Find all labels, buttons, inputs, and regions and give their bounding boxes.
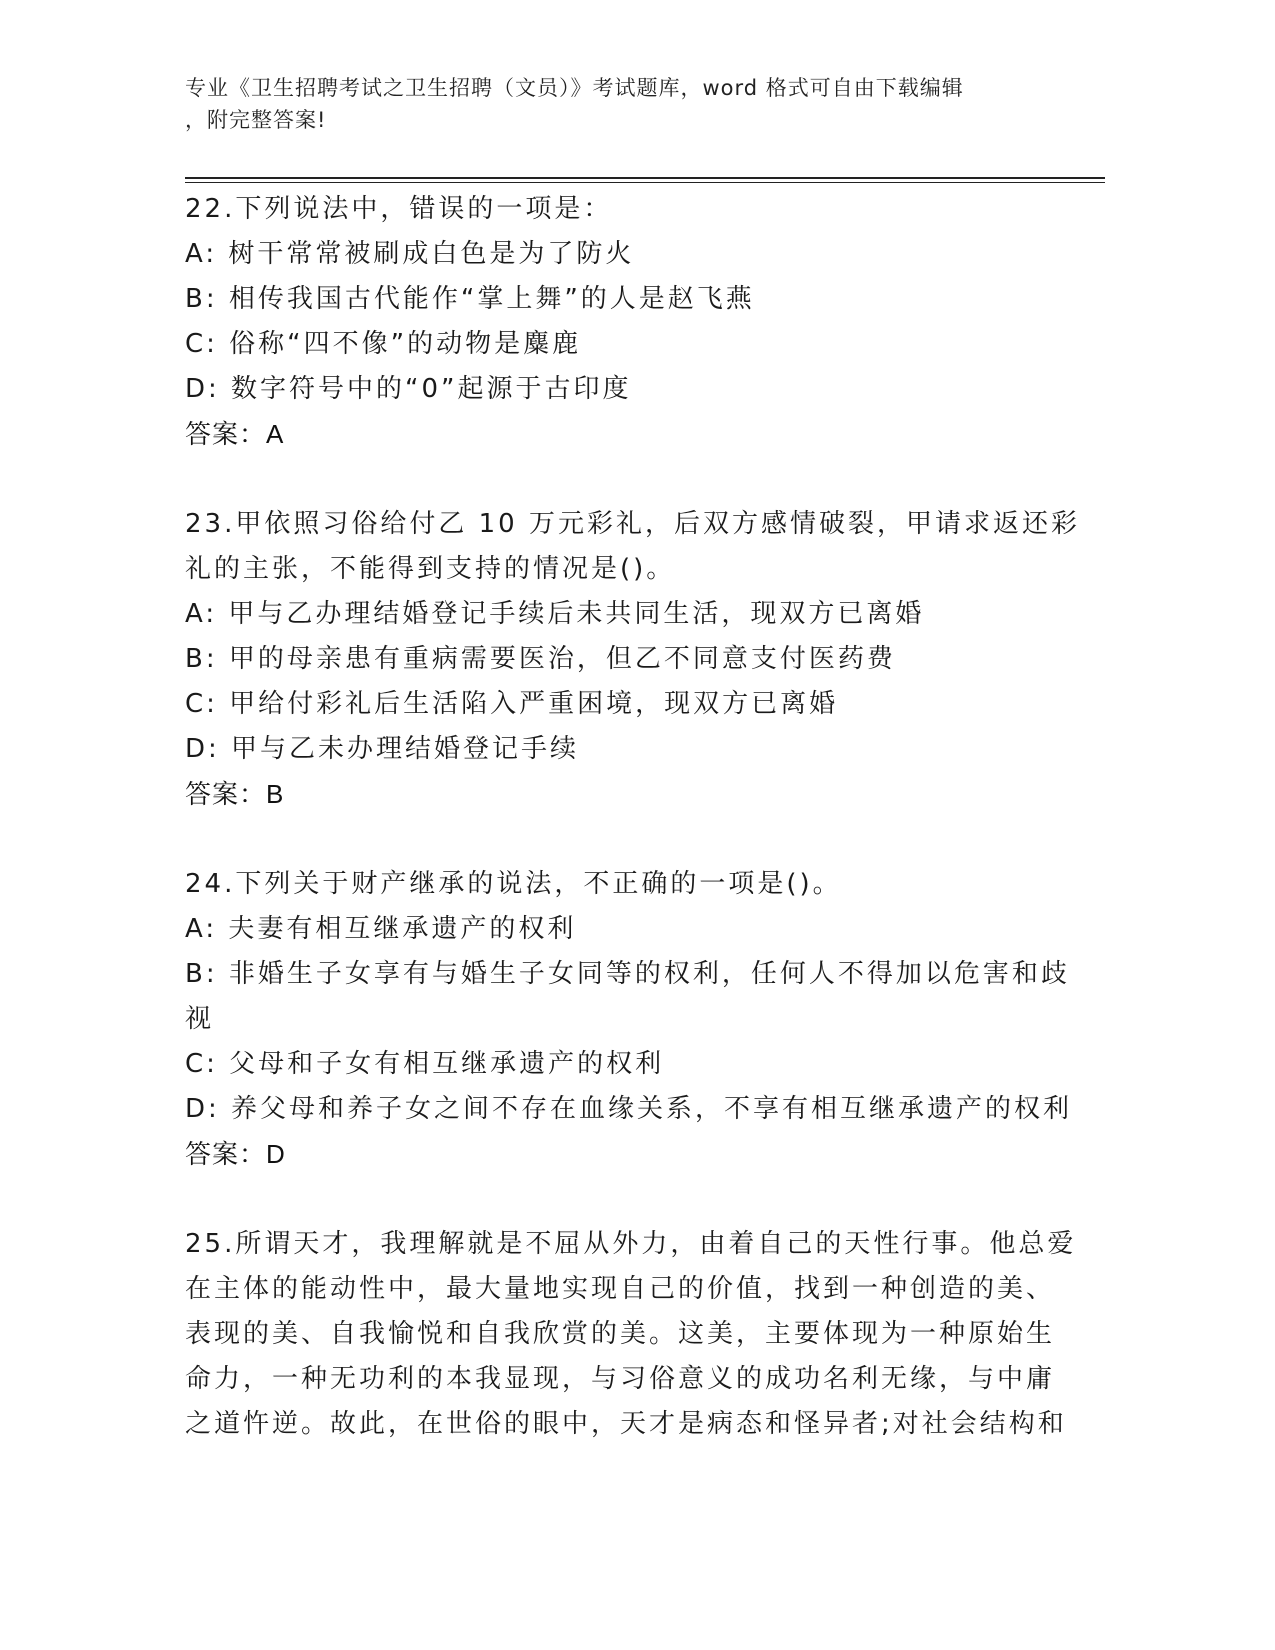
- question-option-line: D: 养父母和养子女之间不存在血缘关系，不享有相互继承遗产的权利: [185, 1094, 1073, 1124]
- header-line-2: ，附完整答案!: [185, 108, 327, 132]
- header-rule-thick: [185, 177, 1105, 179]
- question-option-line: 视: [185, 1004, 215, 1034]
- question-spacer: [185, 457, 1065, 502]
- question-option-line: C: 甲给付彩礼后生活陷入严重困境，现双方已离婚: [185, 689, 839, 719]
- question-option-line: D: 甲与乙未办理结婚登记手续: [185, 734, 580, 764]
- question-block: [185, 502, 1080, 817]
- question-stem-line: 在主体的能动性中，最大量地实现自己的价值，找到一种创造的美、: [185, 1274, 1056, 1304]
- question-option-line: A: 夫妻有相互继承遗产的权利: [185, 914, 577, 944]
- question-stem-line: 25.所谓天才，我理解就是不屈从外力，由着自己的天性行事。他总爱: [185, 1229, 1077, 1259]
- answer-label: 答案：A: [185, 419, 285, 449]
- answer-label: 答案：D: [185, 1139, 286, 1169]
- question-stem-line: 表现的美、自我愉悦和自我欣赏的美。这美，主要体现为一种原始生: [185, 1319, 1056, 1349]
- question-stem-line: 命力，一种无功利的本我显现，与习俗意义的成功名利无缘，与中庸: [185, 1364, 1056, 1394]
- question-list: [185, 187, 1080, 1447]
- question-option-line: D: 数字符号中的“0”起源于古印度: [185, 374, 632, 404]
- question-spacer: [185, 1177, 1065, 1222]
- question-option-line: B: 非婚生子女享有与婚生子女同等的权利，任何人不得加以危害和歧: [185, 959, 1070, 989]
- question-option-line: B: 相传我国古代能作“掌上舞”的人是赵飞燕: [185, 284, 755, 314]
- header-rule-thin: [185, 182, 1105, 183]
- header-line-1: 专业《卫生招聘考试之卫生招聘（文员）》考试题库，word 格式可自由下载编辑: [185, 76, 964, 100]
- question-block: [185, 187, 1065, 457]
- question-option-line: A: 树干常常被刷成白色是为了防火: [185, 239, 635, 269]
- question-option-line: C: 父母和子女有相互继承遗产的权利: [185, 1049, 665, 1079]
- question-stem-line: 23.甲依照习俗给付乙 10 万元彩礼，后双方感情破裂，甲请求返还彩: [185, 509, 1080, 539]
- question-option-line: B: 甲的母亲患有重病需要医治，但乙不同意支付医药费: [185, 644, 896, 674]
- question-block: [185, 1222, 1077, 1447]
- question-stem-line: 22.下列说法中，错误的一项是：: [185, 194, 613, 224]
- question-stem-line: 礼的主张，不能得到支持的情况是()。: [185, 554, 676, 584]
- question-option-line: C: 俗称“四不像”的动物是麋鹿: [185, 329, 582, 359]
- answer-label: 答案：B: [185, 779, 285, 809]
- question-option-line: A: 甲与乙办理结婚登记手续后未共同生活，现双方已离婚: [185, 599, 925, 629]
- question-stem-line: 24.下列关于财产继承的说法，不正确的一项是()。: [185, 869, 842, 899]
- document-header: [185, 72, 1085, 136]
- question-block: [185, 862, 1073, 1177]
- question-stem-line: 之道忤逆。故此，在世俗的眼中，天才是病态和怪异者;对社会结构和: [185, 1409, 1067, 1439]
- question-spacer: [185, 817, 1065, 862]
